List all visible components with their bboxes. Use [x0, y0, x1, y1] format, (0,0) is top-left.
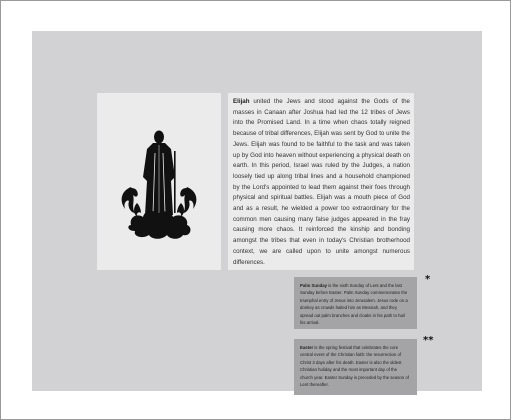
prophet-figure-icon [113, 129, 205, 241]
footnote-term: Easter [300, 345, 314, 350]
content-panel [32, 31, 482, 391]
footnote-term: Palm Sunday [300, 283, 327, 288]
footnote-easter [294, 339, 417, 395]
footnote-marker-double: ** [423, 335, 434, 346]
subject-name: Elijah [233, 98, 250, 105]
description-body: united the Jews and stood against the Gods of the masses in Canaan after Joshua had led the 12 tribes of Jews into the Promised Land. In a time when chaos totally reigned because of tribal differences, Elijah was sent by God to unite the Jews. Elijah was found to be faithful to the task and was taken up by God into heaven without experiencing a physical death on earth. In this period, Israel was ruled by the Judges, a nation loosely tied up along tribal lines and a household championed by the Lord's appointed to lead them against their foes through physical and spiritual battles. Elijah was a mouth piece of God and as a result, he wielded a power too extraordinary for the common men causing many false judges appeared in the fray causing more chaos. It reinforced the kinship and bonding amongst the tribes that even in today's Christian brotherhood context, we are called upon to unite amongst numerous differences. [233, 98, 410, 266]
footnote-marker-single: * [425, 274, 431, 285]
footnote-palm-sunday [294, 277, 417, 329]
illustration-card [97, 93, 221, 270]
footnote-body: is the sixth Sunday of Lent and the last Sunday before Easter. Palm Sunday commemorates the triumphal entry of Jesus into Jerusalem. Jesus rode on a donkey as crowds hailed him as Messiah, and they spread out palm branches and cloaks in his path to hail his arrival. [300, 283, 408, 326]
elijah-description [228, 93, 414, 270]
footnote-body: is the spring festival that celebrates the core central event of the Christian faith: the resurrection of Christ 3 days after his death. Easter is also the oldest Christian holiday and the most important day of the church year. Easter Sunday is preceded by the season of Lent thereafter. [300, 345, 409, 388]
